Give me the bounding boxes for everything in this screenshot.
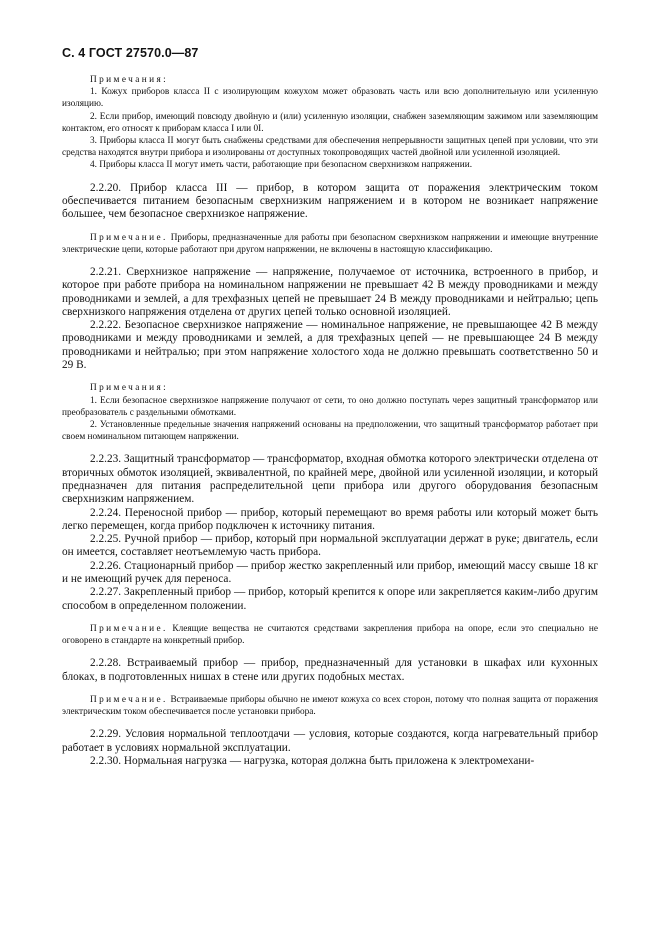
note-text: Встраиваемые приборы обычно не имеют кожуха со всех сторон, потому что полная защита от поражения электрическим током обеспечивается после установки прибора.: [62, 694, 598, 718]
note-label: Примечание.: [90, 694, 168, 705]
note-item: 4. Приборы класса II могут иметь части, работающие при безопасном сверхнизком напряжении.: [90, 160, 473, 171]
spacer: [62, 256, 598, 266]
spacer: [62, 372, 598, 382]
clause-paragraph: 2.2.21. Сверхнизкое напряжение — напряжение, получаемое от источника, встроенного в прибор, и которое при работе прибора на номинальном напряжении не превышает 42 В между проводниками и между проводниками и землей, а для трехфазных цепей не превышает 24 В между проводниками и нейтралью; цепь сверхнизкого напряжения отделена от других цепей только основной изоляцией.: [62, 265, 598, 318]
note-item: 2. Установленные предельные значения напряжений основаны на предположении, что защитный трансформатор работает при своем номинальном питающем напряжении.: [62, 419, 598, 443]
clause-paragraph: 2.2.26. Стационарный прибор — прибор жестко закрепленный или прибор, имеющий массу свыше 18 кг и не имеющий ручек для переноса.: [62, 559, 598, 585]
spacer: [62, 172, 598, 182]
note-item: 1. Кожух приборов класса II с изолирующим кожухом может образовать часть или всю дополнительную или усиленную изоляцию.: [62, 87, 598, 110]
spacer: [62, 684, 598, 694]
clause-paragraph: 2.2.23. Защитный трансформатор — трансформатор, входная обмотка которого электрически отделена от вторичных обмоток изоляцией, эквивалентной, по крайней мере, двойной или усиленной изоляции, и который предназначен для питания распределительной цепи прибора или другого оборудования безопасным сверхнизким напряжением.: [62, 453, 598, 506]
spacer: [62, 222, 598, 232]
clause-paragraph: 2.2.20. Прибор класса III — прибор, в котором защита от поражения электрическим током обеспечивается питанием безопасным сверхнизким напряжением и в котором не возникает напряжение большее, чем безопасное сверхнизкое напряжение.: [62, 181, 598, 221]
spacer: [62, 718, 598, 728]
clause-paragraph: 2.2.27. Закрепленный прибор — прибор, который крепится к опоре или закрепляется каким-либо другим способом в определенном положении.: [62, 586, 598, 612]
note-label: Примечание.: [90, 623, 168, 634]
note-item: 1. Если безопасное сверхнизкое напряжение получают от сети, то оно должно поступать через защитный трансформатор или преобразователь с раздельными обмотками.: [62, 395, 598, 418]
note-label: Примечание.: [90, 232, 168, 243]
notes-heading-label: Примечания:: [90, 75, 169, 85]
note-item: 3. Приборы класса II могут быть снабжены средствами для обеспечения непрерывности защитных цепей при условии, что эти средства находятся внутри прибора и изолированы от доступных токопроводящих частей двойной или усиленной изоляцией.: [62, 136, 598, 159]
single-note: [62, 694, 598, 718]
note-text: Приборы, предназначенные для работы при безопасном сверхнизком напряжении и имеющие внутренние электрические цепи, которые работают при другом напряжении, не включены в настоящую классификацию.: [62, 232, 598, 255]
clause-paragraph: 2.2.25. Ручной прибор — прибор, который при нормальной эксплуатации держат в руке; двигатель, если он имеется, составляет неотъемлемую часть прибора.: [62, 533, 598, 559]
clause-paragraph: 2.2.29. Условия нормальной теплоотдачи — условия, которые создаются, когда нагревательный прибор работает в условиях нормальной эксплуатации.: [62, 728, 598, 754]
spacer: [62, 613, 598, 623]
clause-paragraph: 2.2.24. Переносной прибор — прибор, который перемещают во время работы или который может быть легко перемещен, когда прибор подключен к источнику питания.: [62, 506, 598, 532]
note-item: 2. Если прибор, имеющий повсюду двойную и (или) усиленную изоляции, снабжен заземляющим зажимом или заземляющим контактом, его относят к приборам класса I или 0I.: [62, 111, 598, 134]
note-text: Клеящие вещества не считаются средствами закрепления прибора на опоре, если это специально не оговорено в стандарте на конкретный прибор.: [62, 623, 598, 647]
notes-heading: [62, 74, 598, 86]
page-header: С. 4 ГОСТ 27570.0—87: [62, 46, 199, 60]
clause-paragraph: 2.2.28. Встраиваемый прибор — прибор, предназначенный для установки в шкафах или кухонных блоках, в подготовленных нишах в стене или других подобных местах.: [62, 657, 598, 683]
clause-paragraph: 2.2.22. Безопасное сверхнизкое напряжение — номинальное напряжение, не превышающее 42 В между проводниками и между проводниками и землей, а для трехфазных цепей — не превышающее 24 В между проводниками и нейтралью; при этом напряжение холостого хода не должно превышать соответственно 50 и 29 В.: [62, 319, 598, 371]
notes-heading: [62, 382, 598, 394]
document-body: [62, 74, 598, 768]
spacer: [62, 443, 598, 453]
spacer: [62, 647, 598, 657]
clause-paragraph: 2.2.30. Нормальная нагрузка — нагрузка, которая должна быть приложена к электромехани-: [90, 754, 535, 767]
single-note: [62, 623, 598, 647]
notes-heading-label: Примечания:: [90, 383, 169, 394]
single-note: [62, 232, 598, 256]
